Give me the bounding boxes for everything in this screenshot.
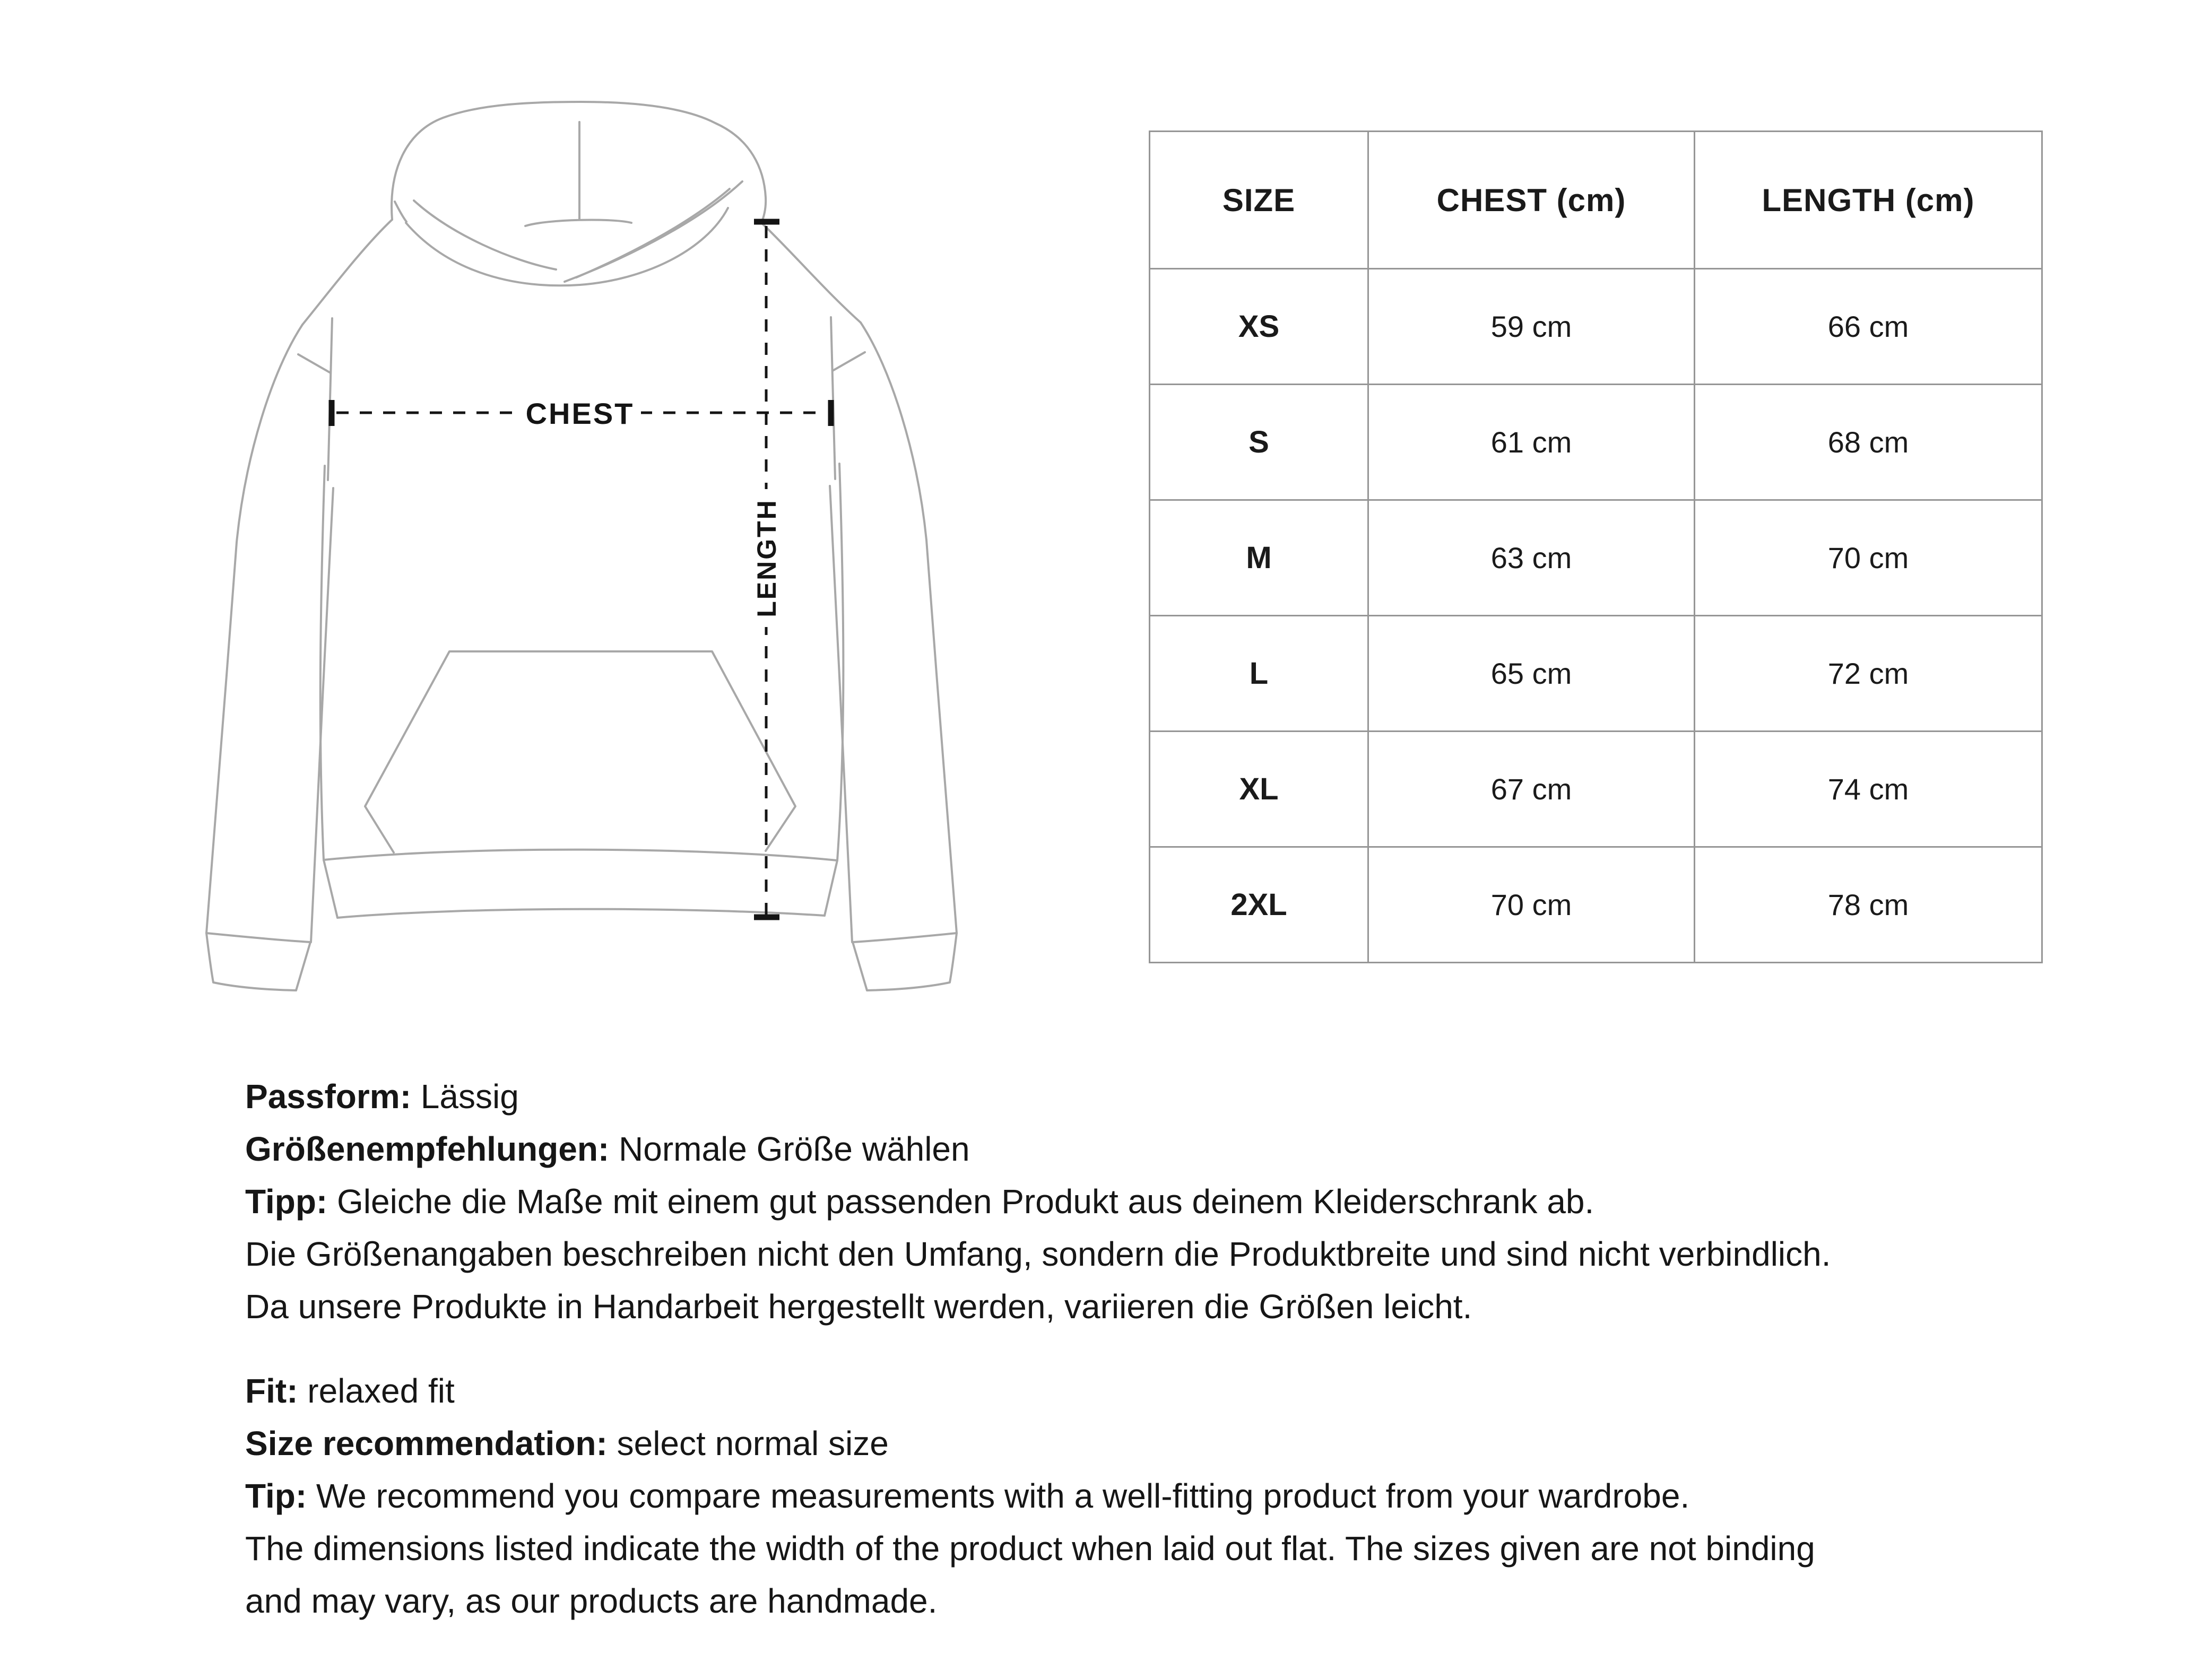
- note-line: [245, 1365, 1831, 1417]
- notes-english: [245, 1365, 1831, 1627]
- chest-label: CHEST: [525, 397, 635, 430]
- note-line: [245, 1575, 1831, 1627]
- size-cell: M: [1150, 500, 1368, 616]
- hood-backneck-arc: [525, 220, 631, 226]
- size-table: [1149, 130, 2043, 963]
- size-table-header-length: LENGTH (cm): [1695, 132, 2042, 269]
- note-text: Lässig: [420, 1077, 519, 1116]
- length-cell: 66 cm: [1695, 269, 2042, 385]
- armhole-crease-left: [298, 354, 331, 373]
- table-row: [1150, 269, 2042, 385]
- chest-cell: 61 cm: [1368, 385, 1695, 500]
- note-line: [245, 1522, 1831, 1575]
- armhole-seam-left: [328, 318, 332, 480]
- chest-cell: 67 cm: [1368, 732, 1695, 847]
- notes-german: [245, 1070, 1831, 1333]
- table-row: [1150, 500, 2042, 616]
- hood-left-fold: [395, 202, 406, 222]
- cuff-left: [206, 933, 310, 990]
- note-label: Size recommendation:: [245, 1424, 608, 1463]
- table-row: [1150, 732, 2042, 847]
- note-text: Da unsere Produkte in Handarbeit hergestellt werden, variieren die Größen leicht.: [245, 1287, 1472, 1326]
- shoulder-right: [761, 223, 861, 323]
- note-text: Gleiche die Maße mit einem gut passenden Produkt aus deinem Kleiderschrank ab.: [337, 1182, 1594, 1221]
- note-label: Tipp:: [245, 1182, 328, 1221]
- note-text: The dimensions listed indicate the width of the product when laid out flat. The sizes given are not binding: [245, 1529, 1815, 1568]
- table-row: [1150, 616, 2042, 732]
- length-cell: 72 cm: [1695, 616, 2042, 732]
- table-row: [1150, 847, 2042, 963]
- chest-cell: 63 cm: [1368, 500, 1695, 616]
- note-text: relaxed fit: [307, 1372, 455, 1410]
- length-cell: 70 cm: [1695, 500, 2042, 616]
- note-line: [245, 1176, 1831, 1228]
- note-text: select normal size: [617, 1424, 889, 1463]
- sleeve-left-outer: [206, 325, 302, 933]
- hood-right-flap-outer: [565, 181, 742, 282]
- hood-right-flap-inner: [576, 189, 730, 277]
- note-line: [245, 1470, 1831, 1522]
- size-table-header-size: SIZE: [1150, 132, 1368, 269]
- measurement-annotations: [332, 222, 831, 917]
- note-line: [245, 1417, 1831, 1470]
- length-cell: 74 cm: [1695, 732, 2042, 847]
- note-label: Größenempfehlungen:: [245, 1130, 610, 1168]
- note-text: and may vary, as our products are handmade.: [245, 1582, 938, 1620]
- chest-cell: 70 cm: [1368, 847, 1695, 963]
- chest-cell: 59 cm: [1368, 269, 1695, 385]
- cuff-right: [853, 933, 957, 990]
- note-line: [245, 1228, 1831, 1281]
- fit-notes: [245, 1070, 1831, 1627]
- size-cell: 2XL: [1150, 847, 1368, 963]
- hood-left-rim: [414, 201, 556, 269]
- size-cell: XL: [1150, 732, 1368, 847]
- armhole-crease-right: [833, 352, 865, 371]
- size-cell: L: [1150, 616, 1368, 732]
- table-row: [1150, 385, 2042, 500]
- note-line: [245, 1281, 1831, 1333]
- note-text: Normale Größe wählen: [619, 1130, 970, 1168]
- note-label: Fit:: [245, 1372, 298, 1410]
- hem-left-edge: [324, 860, 337, 918]
- hoodie-outline: [206, 102, 957, 990]
- chest-cell: 65 cm: [1368, 616, 1695, 732]
- note-text: Die Größenangaben beschreiben nicht den Umfang, sondern die Produktbreite und sind nicht verbindlich.: [245, 1235, 1831, 1273]
- note-line: [245, 1123, 1831, 1176]
- hem-top: [324, 850, 837, 860]
- note-line: [245, 1070, 1831, 1123]
- length-label: LENGTH: [752, 499, 782, 617]
- armhole-seam-right: [831, 317, 835, 479]
- shoulder-left: [302, 220, 392, 325]
- note-text: We recommend you compare measurements with a well-fitting product from your wardrobe.: [316, 1477, 1690, 1515]
- size-table-header-chest: CHEST (cm): [1368, 132, 1695, 269]
- sleeve-right-outer: [861, 323, 957, 933]
- length-cell: 68 cm: [1695, 385, 2042, 500]
- length-cell: 78 cm: [1695, 847, 2042, 963]
- note-label: Tip:: [245, 1477, 307, 1515]
- size-cell: XS: [1150, 269, 1368, 385]
- hoodie-measurement-diagram: [0, 0, 1114, 1061]
- size-cell: S: [1150, 385, 1368, 500]
- size-table-header-row: [1150, 132, 2042, 269]
- pocket: [365, 651, 795, 852]
- note-label: Passform:: [245, 1077, 411, 1116]
- hem-bottom: [337, 909, 825, 918]
- hem-right-edge: [825, 860, 837, 916]
